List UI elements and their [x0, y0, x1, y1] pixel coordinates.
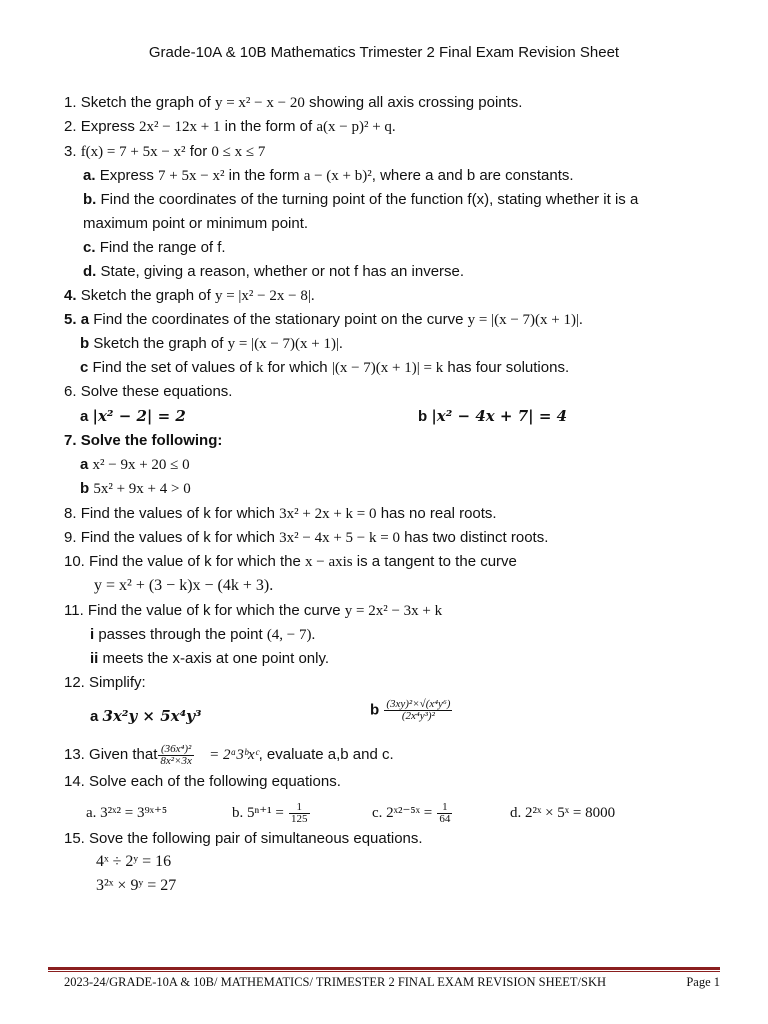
question-12 [64, 673, 146, 693]
q14-number: 14. [64, 773, 85, 790]
q5a-expression: y = |(x − 7)(x + 1)|. [467, 312, 583, 328]
q10-expression: y = x² + (3 − k)x − (4k + 3). [94, 577, 274, 594]
q3b-label: b. [83, 191, 97, 208]
q13-text: Given that [89, 746, 158, 763]
q5c-label: c [80, 359, 89, 376]
q11i-label: i [90, 626, 95, 643]
question-7 [64, 431, 222, 451]
footer-text: 2023-24/GRADE-10A & 10B/ MATHEMATICS/ TRIMESTER 2 FINAL EXAM REVISION SHEET/SKH [64, 975, 607, 989]
q15-equation-1: 4ˣ ÷ 2ʸ = 16 [96, 853, 172, 870]
q5c-k: k [255, 360, 264, 376]
q12b-denominator: (2x⁴y³)² [384, 710, 452, 722]
q3c-text: Find the range of f. [99, 239, 226, 256]
question-8 [64, 504, 497, 524]
q11ii-label: ii [90, 650, 99, 667]
q3a-tail: , where a and b are constants. [371, 167, 574, 184]
question-3b-cont [83, 214, 308, 234]
q3a-text: Express [99, 167, 154, 184]
q5b-text: Sketch the graph of [93, 335, 224, 352]
question-5c [80, 358, 569, 378]
question-9 [64, 528, 548, 548]
q3-mid: for [189, 143, 208, 160]
q13-fraction [158, 744, 194, 767]
q10-axis: x − axis [304, 554, 353, 570]
q2-number: 2. [64, 118, 77, 135]
q15-number: 15. [64, 830, 85, 847]
question-3c [83, 238, 226, 258]
q7b-expression: 5x² + 9x + 4 > 0 [93, 481, 191, 497]
q9-text: Find the values of k for which [80, 529, 275, 546]
q15-equation-2: 3²ˣ × 9ʸ = 27 [96, 877, 177, 894]
q14a-equation: a. 3²ˣ² = 3⁹ˣ⁺⁵ [86, 805, 168, 821]
question-3a [83, 166, 574, 186]
question-7b [80, 479, 191, 499]
q6a-expression: |x² − 2| = 2 [92, 407, 186, 425]
q11i-point: (4, − 7). [266, 627, 316, 643]
q14c-denominator: 64 [439, 812, 451, 825]
q11i-text: passes through the point [98, 626, 263, 643]
q14c-fraction [437, 802, 452, 825]
q5c-tail: has four solutions. [447, 359, 570, 376]
q2-text: Express [80, 118, 135, 135]
q14b-lhs: b. 5ⁿ⁺¹ = [232, 805, 284, 821]
q5-number: 5. [64, 311, 77, 328]
question-14 [64, 772, 341, 792]
question-3b [83, 190, 638, 210]
question-7a [80, 455, 190, 475]
q3-domain: 0 ≤ x ≤ 7 [211, 144, 266, 160]
q14c-numerator: 1 [442, 800, 448, 813]
q12b-label: b [370, 701, 380, 719]
question-10-curve [94, 576, 273, 596]
page-footer [64, 975, 720, 990]
q12b-fraction [384, 699, 452, 722]
question-6 [64, 382, 232, 402]
q5c-expression: |(x − 7)(x + 1)| = k [331, 360, 444, 376]
question-14c [372, 798, 453, 828]
q3-number: 3. [64, 143, 77, 160]
q6a-label: a [80, 408, 89, 425]
q12b-numerator: (3xy)²×√(x⁴y⁶) [386, 698, 451, 710]
q4-number: 4. [64, 287, 77, 304]
q11-text: Find the value of k for which the curve [87, 602, 341, 619]
question-1 [64, 93, 522, 113]
q8-number: 8. [64, 505, 77, 522]
page-title: Grade-10A & 10B Mathematics Trimester 2 Final Exam Revision Sheet [148, 44, 620, 61]
q11-expression: y = 2x² − 3x + k [344, 603, 443, 619]
question-10 [64, 552, 517, 572]
question-4 [64, 286, 315, 306]
q3d-label: d. [83, 263, 97, 280]
q14b-numerator: 1 [296, 800, 303, 813]
q12a-label: a [90, 708, 99, 725]
q8-text: Find the values of k for which [80, 505, 275, 522]
q3b-line1: Find the coordinates of the turning point of the function f(x), stating whether it is a [100, 191, 639, 208]
q3a-label: a. [83, 167, 96, 184]
q14d-equation: d. 2²ˣ × 5ˣ = 8000 [510, 805, 616, 821]
question-15-eq1 [96, 852, 171, 872]
question-2 [64, 117, 396, 137]
question-15 [64, 829, 423, 849]
q6-text: Solve these equations. [80, 383, 233, 400]
question-6a [80, 406, 186, 427]
q2-mid: in the form of [224, 118, 313, 135]
q7b-label: b [80, 480, 90, 497]
q10-text: Find the value of k for which the [89, 553, 301, 570]
q1-expression: y = x² − x − 20 [214, 95, 305, 111]
q8-expression: 3x² + 2x + k = 0 [279, 506, 377, 522]
q5a-text: Find the coordinates of the stationary point on the curve [93, 311, 464, 328]
question-11i [90, 625, 315, 645]
q3c-label: c. [83, 239, 96, 256]
q14c-lhs: c. 2ˣ²⁻⁵ˣ = [372, 805, 433, 821]
q3-expression: f(x) = 7 + 5x − x² [80, 144, 186, 160]
q14-text: Solve each of the following equations. [89, 773, 341, 790]
q6b-expression: |x² − 4x + 7| = 4 [431, 407, 568, 425]
q3d-text: State, giving a reason, whether or not f has an inverse. [100, 263, 465, 280]
q9-number: 9. [64, 529, 77, 546]
q3a-form: a − (x + b)² [303, 168, 372, 184]
q5a-label: a [80, 311, 90, 328]
q12a-expression: 3x²y × 5x⁴y³ [102, 707, 202, 725]
q7a-expression: x² − 9x + 20 ≤ 0 [92, 457, 190, 473]
q7-text: Solve the following: [80, 432, 223, 449]
q7-number: 7. [64, 432, 77, 449]
q12-text: Simplify: [89, 674, 146, 691]
q7a-label: a [80, 456, 89, 473]
q9-expression: 3x² − 4x + 5 − k = 0 [279, 530, 400, 546]
q13-tail: , evaluate a,b and c. [258, 746, 394, 763]
q8-tail: has no real roots. [380, 505, 497, 522]
q13-denominator: 8x²×3x [160, 754, 192, 767]
question-11ii [90, 649, 329, 669]
q13-number: 13. [64, 746, 85, 763]
footer-rule-thick [48, 967, 720, 970]
question-15-eq2 [96, 876, 176, 896]
q9-tail: has two distinct roots. [404, 529, 549, 546]
question-11 [64, 601, 442, 621]
q1-number: 1. [64, 94, 77, 111]
q4-expression: y = |x² − 2x − 8|. [214, 288, 315, 304]
q11-number: 11. [64, 602, 84, 619]
question-14b [232, 798, 311, 828]
q14b-denominator: 125 [291, 812, 308, 825]
q5c-mid: for which [267, 359, 328, 376]
q1-text: Sketch the graph of [80, 94, 211, 111]
q2-expression: 2x² − 12x + 1 [139, 119, 221, 135]
q11ii-text: meets the x-axis at one point only. [102, 650, 330, 667]
q10-tail: is a tangent to the curve [356, 553, 517, 570]
page-number: Page 1 [686, 975, 720, 989]
question-3d [83, 262, 464, 282]
question-12b [370, 699, 453, 722]
q3b-line2: maximum point or minimum point. [83, 215, 309, 232]
question-6b [418, 406, 567, 427]
question-3 [64, 142, 265, 162]
question-14d [510, 798, 615, 828]
q5c-text: Find the set of values of [92, 359, 252, 376]
q13-numerator: (36x⁴)² [160, 742, 192, 755]
q14b-fraction [289, 802, 310, 825]
question-14a [86, 798, 167, 828]
question-13 [64, 740, 394, 770]
q15-text: Sove the following pair of simultaneous equations. [89, 830, 423, 847]
q5b-label: b [80, 335, 90, 352]
q5b-expression: y = |(x − 7)(x + 1)|. [227, 336, 343, 352]
q6b-label: b [418, 408, 428, 425]
q4-text: Sketch the graph of [80, 287, 211, 304]
question-5a [64, 310, 583, 330]
q2-form: a(x − p)² + q. [316, 119, 396, 135]
q6-number: 6. [64, 383, 77, 400]
question-12a [90, 706, 201, 727]
footer-rule-thin [48, 971, 720, 972]
q12-number: 12. [64, 674, 85, 691]
q3a-mid: in the form [228, 167, 300, 184]
q1-tail: showing all axis crossing points. [309, 94, 523, 111]
q10-number: 10. [64, 553, 85, 570]
q13-rhs: = 2ᵃ3ᵇxᶜ [209, 747, 259, 763]
q3a-expression: 7 + 5x − x² [158, 168, 225, 184]
question-5b [80, 334, 343, 354]
